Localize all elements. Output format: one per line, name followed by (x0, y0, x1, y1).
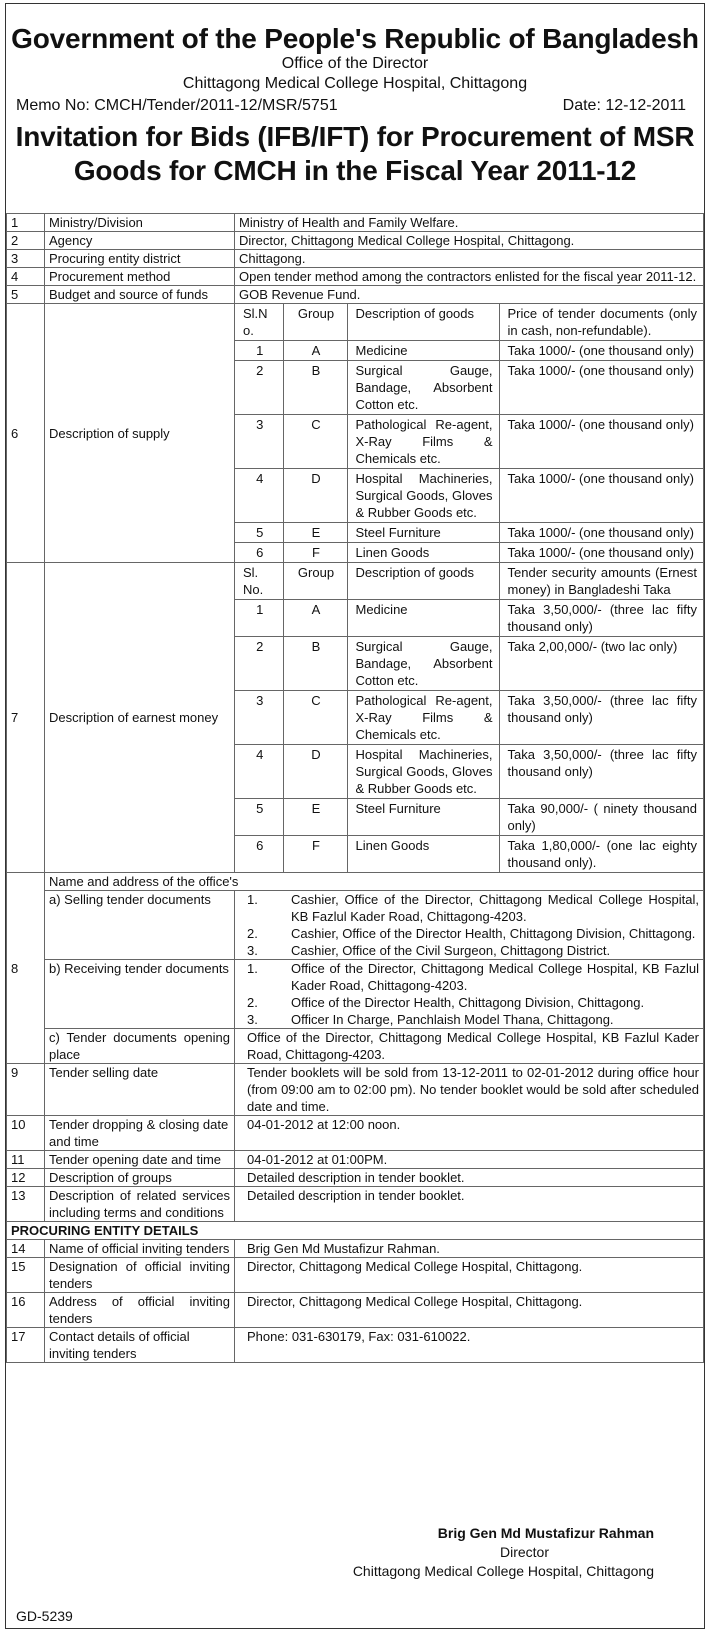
row-no: 14 (7, 1240, 45, 1258)
row-no: 7 (7, 563, 45, 873)
supply-group: C (283, 415, 347, 469)
row-value: Phone: 031-630179, Fax: 031-610022. (235, 1328, 704, 1363)
earnest-sl: 1 (235, 600, 283, 637)
supply-sl: 2 (235, 361, 283, 415)
supply-header-row (235, 304, 703, 341)
supply-price: Taka 1000/- (one thousand only) (499, 523, 703, 543)
table-row (7, 1187, 704, 1222)
row-value: Office of the Director, Chittagong Medical College Hospital, KB Fazlul Kader Road, Chittagong-4203. (235, 1029, 704, 1064)
col-header-desc: Description of goods (347, 304, 499, 341)
row-label: Description of supply (45, 304, 235, 563)
col-header-group: Group (283, 304, 347, 341)
row-label: Tender opening date and time (45, 1151, 235, 1169)
supply-table-cell (235, 304, 704, 563)
table-row (7, 1169, 704, 1187)
col-header-desc: Description of goods (347, 563, 499, 600)
table-row (7, 1029, 704, 1064)
supply-sl: 3 (235, 415, 283, 469)
table-row (7, 873, 704, 891)
earnest-row (235, 836, 703, 873)
row-value: 04-01-2012 at 12:00 noon. (235, 1116, 704, 1151)
row-value: Brig Gen Md Mustafizur Rahman. (235, 1240, 704, 1258)
row-label: Description of groups (45, 1169, 235, 1187)
supply-price: Taka 1000/- (one thousand only) (499, 469, 703, 523)
row-label: Tender selling date (45, 1064, 235, 1116)
row-label: Tender dropping & closing date and time (45, 1116, 235, 1151)
offices-heading: Name and address of the office's (45, 873, 704, 891)
table-row (7, 1258, 704, 1293)
supply-group: D (283, 469, 347, 523)
row-value: Detailed description in tender booklet. (235, 1169, 704, 1187)
earnest-amount: Taka 3,50,000/- (three lac fifty thousand only) (499, 745, 703, 799)
table-row (7, 1328, 704, 1363)
row-no: 11 (7, 1151, 45, 1169)
earnest-header-row (235, 563, 703, 600)
supply-group: A (283, 341, 347, 361)
supply-row (235, 415, 703, 469)
list-item (247, 960, 699, 994)
row-no: 9 (7, 1064, 45, 1116)
earnest-group: E (283, 799, 347, 836)
earnest-desc: Pathological Re-agent, X-Ray Films & Chemicals etc. (347, 691, 499, 745)
earnest-desc: Surgical Gauge, Bandage, Absorbent Cotton etc. (347, 637, 499, 691)
supply-row (235, 469, 703, 523)
row-no: 15 (7, 1258, 45, 1293)
signature-block (353, 1524, 654, 1581)
supply-row (235, 543, 703, 563)
row-label: b) Receiving tender documents (45, 960, 235, 1029)
row-label: c) Tender documents opening place (45, 1029, 235, 1064)
row-label: Description of related services including terms and conditions (45, 1187, 235, 1222)
list-number: 3. (247, 943, 258, 958)
table-row (7, 1151, 704, 1169)
col-header-sl: Sl.N o. (235, 304, 283, 341)
signatory-org: Chittagong Medical College Hospital, Chittagong (352, 1563, 654, 1579)
signatory-designation: Director (499, 1544, 549, 1560)
row-label: Ministry/Division (45, 214, 235, 232)
list-number: 3. (247, 1012, 258, 1027)
earnest-sl: 5 (235, 799, 283, 836)
title-line-2: Goods for CMCH in the Fiscal Year 2011-12 (73, 155, 637, 186)
list-number: 2. (247, 926, 258, 941)
supply-group: F (283, 543, 347, 563)
supply-price: Taka 1000/- (one thousand only) (499, 415, 703, 469)
row-no: 1 (7, 214, 45, 232)
list-number: 2. (247, 995, 258, 1010)
table-row (7, 1064, 704, 1116)
list-item (247, 1011, 699, 1028)
list-text: Cashier, Office of the Civil Surgeon, Chittagong District. (291, 943, 611, 958)
earnest-sl: 2 (235, 637, 283, 691)
list-item (247, 891, 699, 925)
table-row (7, 232, 704, 250)
supply-price: Taka 1000/- (one thousand only) (499, 543, 703, 563)
row-value: Open tender method among the contractors enlisted for the fiscal year 2011-12. (235, 268, 704, 286)
supply-sl: 1 (235, 341, 283, 361)
signatory-name: Brig Gen Md Mustafizur Rahman (437, 1525, 654, 1541)
row-label: Procurement method (45, 268, 235, 286)
supply-row (235, 361, 703, 415)
row-no: 6 (7, 304, 45, 563)
list-text: Office of the Director Health, Chittagong Division, Chittagong. (291, 995, 645, 1010)
supply-desc: Hospital Machineries, Surgical Goods, Gloves & Rubber Goods etc. (347, 469, 499, 523)
row-value: Director, Chittagong Medical College Hospital, Chittagong. (235, 232, 704, 250)
row-label: Designation of official inviting tenders (45, 1258, 235, 1293)
table-row (7, 304, 704, 563)
earnest-group: B (283, 637, 347, 691)
row-value: Director, Chittagong Medical College Hospital, Chittagong. (235, 1258, 704, 1293)
supply-desc: Pathological Re-agent, X-Ray Films & Chemicals etc. (347, 415, 499, 469)
list-text: Officer In Charge, Panchlaish Model Thana, Chittagong. (291, 1012, 614, 1027)
earnest-group: F (283, 836, 347, 873)
earnest-sl: 3 (235, 691, 283, 745)
supply-row (235, 523, 703, 543)
list-text: Cashier, Office of the Director, Chittagong Medical College Hospital, KB Fazlul Kader Road, Chittagong-4203. (291, 892, 699, 924)
col-header-price: Price of tender documents (only in cash, non-refundable). (499, 304, 703, 341)
list-text: Cashier, Office of the Director Health, Chittagong Division, Chittagong. (291, 926, 696, 941)
row-no: 3 (7, 250, 45, 268)
earnest-row (235, 600, 703, 637)
earnest-amount: Taka 2,00,000/- (two lac only) (499, 637, 703, 691)
supply-desc: Steel Furniture (347, 523, 499, 543)
table-row (7, 563, 704, 873)
earnest-desc: Hospital Machineries, Surgical Goods, Gloves & Rubber Goods etc. (347, 745, 499, 799)
gd-code: GD-5239 (16, 1608, 73, 1624)
memo-number: Memo No: CMCH/Tender/2011-12/MSR/5751 (16, 97, 338, 114)
row-value: GOB Revenue Fund. (235, 286, 704, 304)
memo-date: Date: 12-12-2011 (562, 97, 686, 114)
earnest-group: D (283, 745, 347, 799)
earnest-amount: Taka 90,000/- ( ninety thousand only) (499, 799, 703, 836)
row-value: Detailed description in tender booklet. (235, 1187, 704, 1222)
row-label: Agency (45, 232, 235, 250)
table-row (7, 1293, 704, 1328)
earnest-row (235, 691, 703, 745)
table-row (7, 1240, 704, 1258)
row-label: Address of official inviting tenders (45, 1293, 235, 1328)
supply-price: Taka 1000/- (one thousand only) (499, 341, 703, 361)
row-no: 5 (7, 286, 45, 304)
earnest-desc: Medicine (347, 600, 499, 637)
earnest-desc: Linen Goods (347, 836, 499, 873)
title-line-1: Invitation for Bids (IFB/IFT) for Procurement of MSR (15, 121, 695, 152)
table-row (7, 960, 704, 1029)
earnest-group: C (283, 691, 347, 745)
table-row (7, 1116, 704, 1151)
row-no: 13 (7, 1187, 45, 1222)
selling-list (247, 891, 699, 959)
earnest-desc: Steel Furniture (347, 799, 499, 836)
row-label: Description of earnest money (45, 563, 235, 873)
supply-table (235, 304, 703, 562)
list-item (247, 994, 699, 1011)
table-row (7, 268, 704, 286)
table-row (7, 286, 704, 304)
list-number: 1. (247, 892, 258, 907)
hospital-line: Chittagong Medical College Hospital, Chittagong (182, 75, 528, 92)
row-no: 10 (7, 1116, 45, 1151)
row-no: 16 (7, 1293, 45, 1328)
list-number: 1. (247, 961, 258, 976)
supply-desc: Linen Goods (347, 543, 499, 563)
row-no: 17 (7, 1328, 45, 1363)
earnest-group: A (283, 600, 347, 637)
notice-page (5, 3, 705, 1629)
col-header-group: Group (283, 563, 347, 600)
table-row (7, 214, 704, 232)
earnest-sl: 4 (235, 745, 283, 799)
row-no: 4 (7, 268, 45, 286)
supply-desc: Medicine (347, 341, 499, 361)
row-no: 2 (7, 232, 45, 250)
row-value: Director, Chittagong Medical College Hospital, Chittagong. (235, 1293, 704, 1328)
supply-group: B (283, 361, 347, 415)
supply-sl: 4 (235, 469, 283, 523)
supply-desc: Surgical Gauge, Bandage, Absorbent Cotton etc. (347, 361, 499, 415)
supply-price: Taka 1000/- (one thousand only) (499, 361, 703, 415)
earnest-amount: Taka 3,50,000/- (three lac fifty thousand only) (499, 600, 703, 637)
earnest-row (235, 745, 703, 799)
row-label: Name of official inviting tenders (45, 1240, 235, 1258)
receiving-list-cell (235, 960, 704, 1029)
selling-list-cell (235, 891, 704, 960)
row-label: Procuring entity district (45, 250, 235, 268)
section-heading: PROCURING ENTITY DETAILS (7, 1222, 704, 1240)
row-label: a) Selling tender documents (45, 891, 235, 960)
row-value: Chittagong. (235, 250, 704, 268)
earnest-row (235, 799, 703, 836)
memo-row (6, 94, 704, 116)
list-item (247, 942, 699, 959)
list-item (247, 925, 699, 942)
row-value: 04-01-2012 at 01:00PM. (235, 1151, 704, 1169)
table-row (7, 891, 704, 960)
earnest-amount: Taka 1,80,000/- (one lac eighty thousand only). (499, 836, 703, 873)
earnest-row (235, 637, 703, 691)
earnest-sl: 6 (235, 836, 283, 873)
row-value: Tender booklets will be sold from 13-12-2011 to 02-01-2012 during office hour (from 09:00 am to 02:00 pm). No tender booklet would be sold after scheduled date and time. (235, 1064, 704, 1116)
supply-group: E (283, 523, 347, 543)
notice-title (6, 120, 704, 188)
earnest-amount: Taka 3,50,000/- (three lac fifty thousand only) (499, 691, 703, 745)
row-label: Contact details of official inviting tenders (45, 1328, 235, 1363)
tender-table (6, 213, 704, 1363)
row-no: 12 (7, 1169, 45, 1187)
list-text: Office of the Director, Chittagong Medical College Hospital, KB Fazlul Kader Road, Chittagong-4203. (291, 961, 699, 993)
govt-heading: Government of the People's Republic of Bangladesh (11, 23, 699, 54)
table-row (7, 250, 704, 268)
receiving-list (247, 960, 699, 1028)
office-line: Office of the Director (281, 55, 429, 72)
row-label: Budget and source of funds (45, 286, 235, 304)
table-row (7, 1222, 704, 1240)
col-header-amount: Tender security amounts (Ernest money) in Bangladeshi Taka (499, 563, 703, 600)
earnest-table (235, 563, 703, 872)
col-header-sl: Sl. No. (235, 563, 283, 600)
row-no: 8 (7, 873, 45, 1064)
supply-row (235, 341, 703, 361)
earnest-table-cell (235, 563, 704, 873)
row-value: Ministry of Health and Family Welfare. (235, 214, 704, 232)
supply-sl: 5 (235, 523, 283, 543)
supply-sl: 6 (235, 543, 283, 563)
